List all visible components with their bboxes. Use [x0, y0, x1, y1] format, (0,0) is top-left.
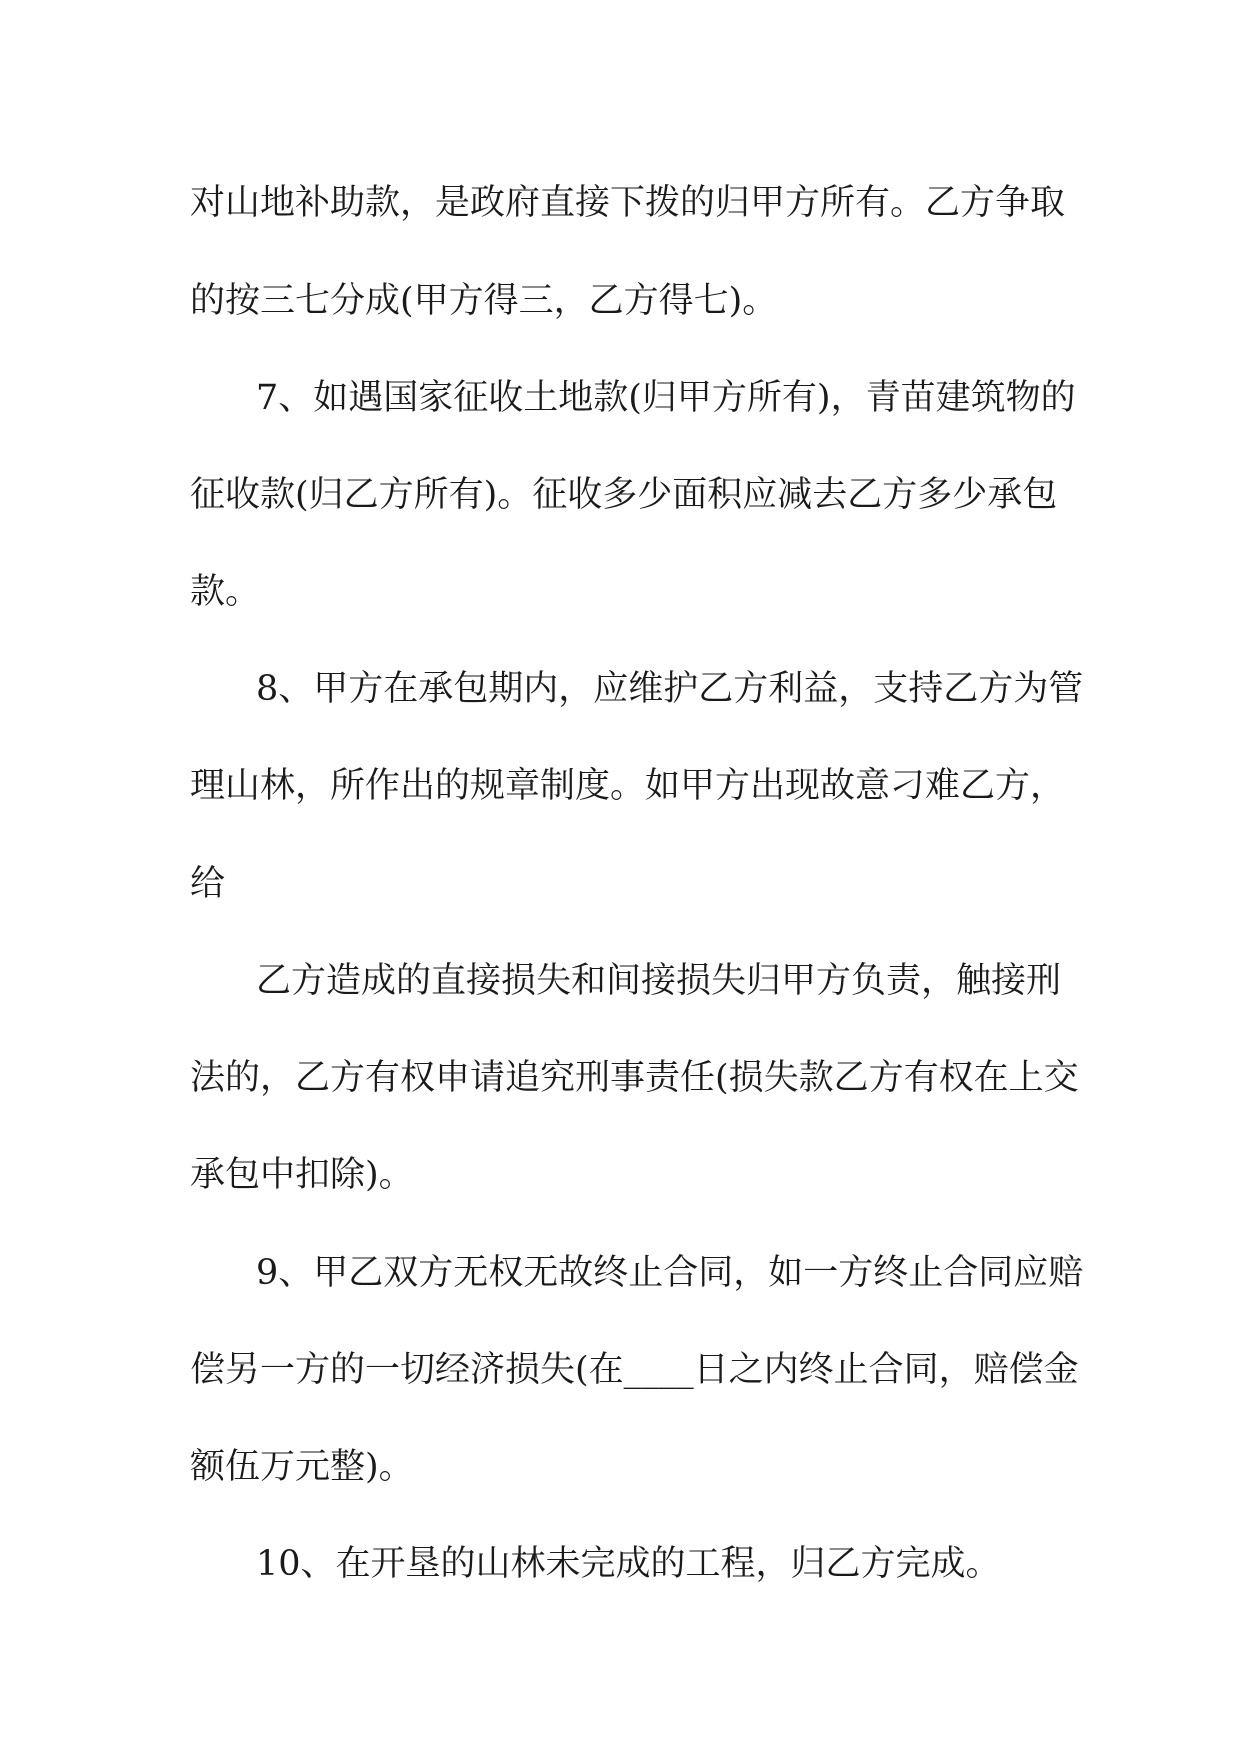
text-line: 对山地补助款，是政府直接下拨的归甲方所有。乙方争取 [190, 183, 1066, 223]
text-line: 给 [190, 864, 226, 904]
text-line: 理山林，所作出的规章制度。如甲方出现故意刁难乙方， [190, 766, 1066, 806]
clause-8-line: 8、甲方在承包期内，应维护乙方利益，支持乙方为管 [256, 669, 1084, 709]
clause-10-line: 10、在开垦的山林未完成的工程，归乙方完成。 [256, 1544, 1001, 1584]
text-line: 偿另一方的一切经济损失(在____日之内终止合同，赔偿金 [190, 1350, 1079, 1390]
text-line: 的按三七分成(甲方得三，乙方得七)。 [190, 281, 778, 321]
text-line: 乙方造成的直接损失和间接损失归甲方负责，触接刑 [256, 961, 1062, 1001]
text-line: 征收款(归乙方所有)。征收多少面积应减去乙方多少承包 [190, 475, 1058, 515]
clause-9-line: 9、甲乙双方无权无故终止合同，如一方终止合同应赔 [256, 1253, 1084, 1293]
clause-7-line: 7、如遇国家征收土地款(归甲方所有)，青苗建筑物的 [256, 378, 1076, 418]
text-line: 承包中扣除)。 [190, 1155, 414, 1195]
text-line: 法的，乙方有权申请追究刑事责任(损失款乙方有权在上交 [190, 1058, 1079, 1098]
text-line: 款。 [190, 572, 261, 612]
text-line: 额伍万元整)。 [190, 1447, 414, 1487]
